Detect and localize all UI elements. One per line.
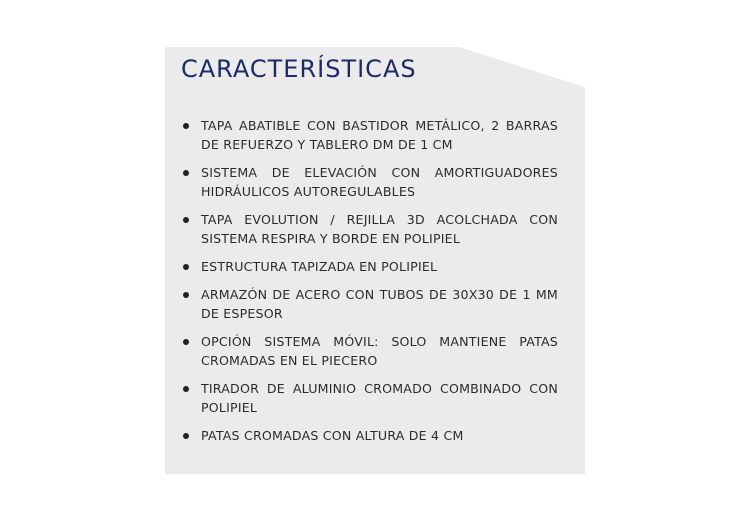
- feature-item: [183, 257, 558, 276]
- feature-text: OPCIÓN SISTEMA MÓVIL: SOLO MANTIENE PATAS CROMADAS EN EL PIECERO: [201, 334, 558, 368]
- features-title: CARACTERÍSTICAS: [181, 55, 417, 83]
- feature-item: [183, 285, 558, 323]
- bullet-icon: [183, 386, 189, 392]
- feature-text: PATAS CROMADAS CON ALTURA DE 4 CM: [201, 428, 464, 443]
- feature-item: [183, 426, 558, 445]
- bullet-icon: [183, 123, 189, 129]
- feature-text: TIRADOR DE ALUMINIO CROMADO COMBINADO CON POLIPIEL: [201, 381, 558, 415]
- bullet-icon: [183, 292, 189, 298]
- features-list: [183, 116, 558, 454]
- bullet-icon: [183, 339, 189, 345]
- feature-item: [183, 210, 558, 248]
- bullet-icon: [183, 264, 189, 270]
- feature-text: ESTRUCTURA TAPIZADA EN POLIPIEL: [201, 259, 438, 274]
- feature-text: ARMAZÓN DE ACERO CON TUBOS DE 30X30 DE 1 MM DE ESPESOR: [201, 287, 558, 321]
- feature-text: TAPA EVOLUTION / REJILLA 3D ACOLCHADA CON SISTEMA RESPIRA Y BORDE EN POLIPIEL: [201, 212, 558, 246]
- bullet-icon: [183, 217, 189, 223]
- feature-item: [183, 332, 558, 370]
- bullet-icon: [183, 170, 189, 176]
- feature-item: [183, 116, 558, 154]
- feature-item: [183, 163, 558, 201]
- feature-text: SISTEMA DE ELEVACIÓN CON AMORTIGUADORES HIDRÁULICOS AUTOREGULABLES: [201, 165, 558, 199]
- feature-text: TAPA ABATIBLE CON BASTIDOR METÁLICO, 2 BARRAS DE REFUERZO Y TABLERO DM DE 1 CM: [201, 118, 558, 152]
- bullet-icon: [183, 433, 189, 439]
- feature-item: [183, 379, 558, 417]
